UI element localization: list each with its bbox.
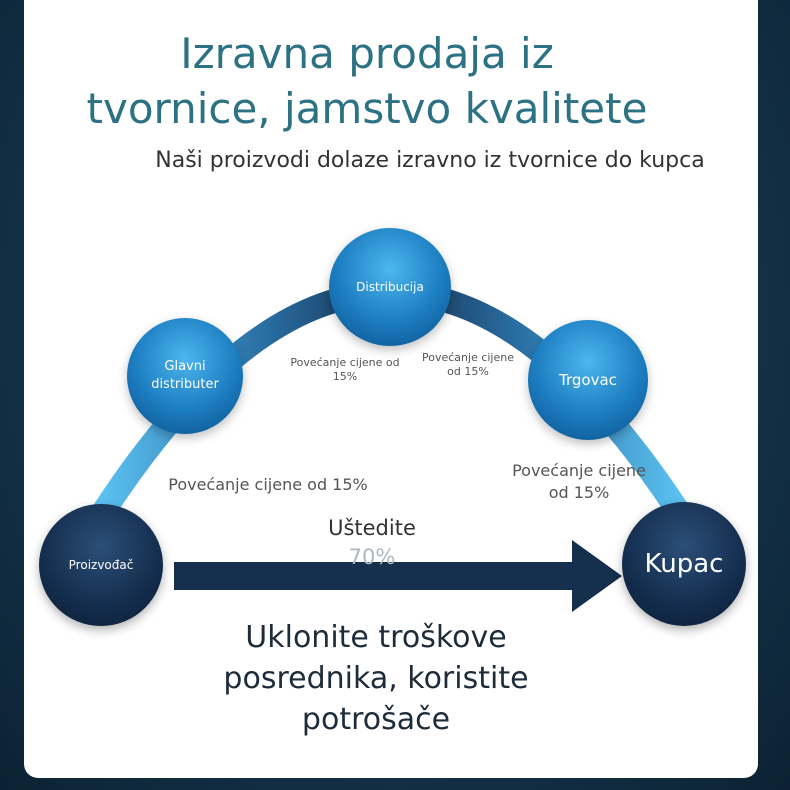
increase-label-top-right: Povećanje cijene od 15% xyxy=(422,351,514,378)
savings-line-1: Uštedite xyxy=(328,516,416,540)
title-line-2: tvornice, jamstvo kvalitete xyxy=(86,84,648,133)
title-line-1: Izravna prodaja iz xyxy=(180,29,554,78)
savings-label xyxy=(312,514,432,572)
node-proizvodac-label: Proizvođač xyxy=(68,558,134,572)
node-proizvodac xyxy=(39,504,163,626)
node-trgovac-label: Trgovac xyxy=(559,371,617,389)
node-kupac xyxy=(622,502,746,626)
node-kupac-label: Kupac xyxy=(644,549,724,579)
savings-line-2: 70% xyxy=(348,545,396,569)
increase-label-left: Povećanje cijene od 15% xyxy=(168,475,368,494)
bottom-message: Uklonite troškove posrednika, koristite potrošače xyxy=(223,620,529,737)
subtitle: Naši proizvodi dolaze izravno iz tvornice do kupca xyxy=(155,148,705,173)
node-glavni-distributer-label: Glavni distributer xyxy=(151,359,219,392)
increase-label-right: Povećanje cijene od 15% xyxy=(512,461,646,502)
node-distribucija-label: Distribucija xyxy=(356,280,424,294)
increase-label-top-left: Povećanje cijene od 15% xyxy=(290,356,400,383)
